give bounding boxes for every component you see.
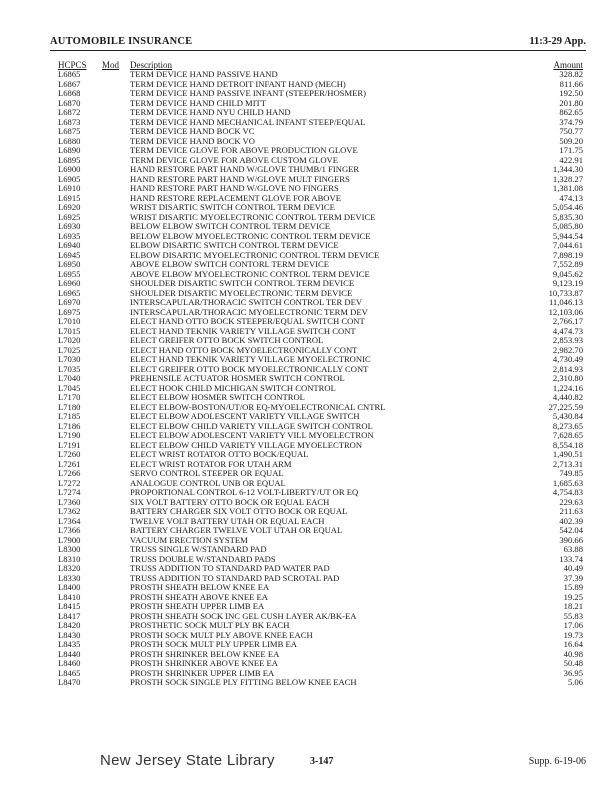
fee-amount: 1,490.51 xyxy=(552,449,583,459)
fee-amount: 374.79 xyxy=(559,116,583,127)
procedure-description: ELECT GREIFER OTTO BOCK SWITCH CONTROL xyxy=(130,335,324,345)
procedure-description: TERM DEVICE HAND CHILD MITT xyxy=(130,97,267,108)
fee-amount: 2,310.80 xyxy=(552,373,583,383)
fee-amount: 749.85 xyxy=(559,468,583,478)
hcpcs-code: L6868 xyxy=(58,88,81,98)
hcpcs-code: L7185 xyxy=(58,411,81,421)
hcpcs-code: L8415 xyxy=(58,601,81,611)
procedure-description: HAND RESTORE REPLACEMENT GLOVE FOR ABOVE xyxy=(130,192,341,203)
procedure-description: ELECT ELBOW HOSMER SWITCH CONTROL xyxy=(130,392,305,402)
procedure-description: SERVO CONTROL STEEPER OR EQUAL xyxy=(130,468,284,478)
fee-amount: 390.66 xyxy=(559,534,583,545)
fee-amount: 7,552.89 xyxy=(552,259,583,269)
procedure-description: TWELVE VOLT BATTERY UTAH OR EQUAL EACH xyxy=(130,515,325,526)
procedure-description: ELECT HAND TEKNIK VARIETY VILLAGE SWITCH CONT xyxy=(130,325,356,336)
table-row xyxy=(55,678,583,688)
column-header-description: Description xyxy=(130,60,172,70)
hcpcs-code: L7040 xyxy=(58,373,81,383)
procedure-description: VACUUM ERECTION SYSTEM xyxy=(130,534,248,545)
procedure-description: PROSTH SOCK MULT PLY UPPER LIMB EA xyxy=(130,639,297,649)
hcpcs-code: L7272 xyxy=(58,477,81,488)
fee-amount: 862.65 xyxy=(559,107,583,117)
procedure-description: ELECT ELBOW ADOLESCENT VARIETY VILLAGE SWITCH xyxy=(130,411,360,421)
hcpcs-code: L6870 xyxy=(58,97,81,108)
procedure-description: ELECT ELBOW CHILD VARIETY VILLAGE SWITCH CONTROL xyxy=(130,420,373,431)
hcpcs-code: L7266 xyxy=(58,468,81,478)
procedure-description: ELECT WRIST ROTATOR FOR UTAH ARM xyxy=(130,458,292,469)
procedure-description: ELECT HOOK CHILD MICHIGAN SWITCH CONTROL xyxy=(130,382,336,393)
hcpcs-code: L8460 xyxy=(58,658,81,668)
procedure-description: TERM DEVICE HAND BOCK VO xyxy=(130,135,255,146)
procedure-description: ELECT HAND TEKNIK VARIETY VILLAGE MYOELECTRONIC xyxy=(130,354,371,364)
hcpcs-code: L7191 xyxy=(58,439,81,450)
procedure-description: ELECT ELBOW ADOLESCENT VARIETY VILL MYOELECTRON xyxy=(130,430,374,440)
fee-amount: 2,853.93 xyxy=(552,335,583,345)
procedure-description: ELECT GREIFER OTTO BOCK MYOELECTRONICALLY CONT xyxy=(130,363,369,374)
fee-amount: 192.50 xyxy=(559,88,583,98)
fee-amount: 811.66 xyxy=(559,78,583,89)
procedure-description: WRIST DISARTIC MYOELECTRONIC CONTROL TERM DEVICE xyxy=(130,211,376,222)
hcpcs-code: L6910 xyxy=(58,183,81,193)
fee-amount: 1,381.08 xyxy=(552,183,583,193)
procedure-description: ELECT HAND OTTO BOCK MYOELECTRONICALLY CONT xyxy=(130,344,358,355)
hcpcs-code: L7015 xyxy=(58,325,81,336)
fee-amount: 1,224.16 xyxy=(552,382,583,393)
procedure-description: INTERSCAPULAR/THORACIC MYOELECTRONIC TERM DEV xyxy=(130,306,368,317)
fee-amount: 542.04 xyxy=(559,525,583,535)
page-footer xyxy=(0,752,616,776)
column-header-hcpcs: HCPCS xyxy=(58,60,87,70)
fee-amount: 40.98 xyxy=(563,648,583,659)
fee-amount: 19.73 xyxy=(563,629,583,640)
hcpcs-code: L7045 xyxy=(58,382,81,393)
hcpcs-code: L7260 xyxy=(58,449,81,459)
procedure-description: PROSTH SOCK MULT PLY ABOVE KNEE EACH xyxy=(130,629,313,640)
hcpcs-code: L8417 xyxy=(58,610,81,621)
fee-amount: 474.13 xyxy=(559,192,583,203)
procedure-description: BATTERY CHARGER TWELVE VOLT UTAH OR EQUAL xyxy=(130,525,343,535)
procedure-description: ELECT HAND OTTO BOCK STEEPER/EQUAL SWITCH CONT xyxy=(130,316,365,326)
hcpcs-code: L6935 xyxy=(58,230,81,241)
procedure-description: WRIST DISARTIC SWITCH CONTROL TERM DEVICE xyxy=(130,202,335,212)
procedure-description: BELOW ELBOW MYOELECTRONIC CONTROL TERM DEVICE xyxy=(130,230,371,241)
hcpcs-code: L7360 xyxy=(58,496,81,507)
procedure-description: HAND RESTORE PART HAND W/GLOVE NO FINGERS xyxy=(130,183,339,193)
procedure-description: TRUSS SINGLE W/STANDARD PAD xyxy=(130,544,267,554)
procedure-description: TRUSS DOUBLE W/STANDARD PADS xyxy=(130,553,276,564)
hcpcs-code: L6873 xyxy=(58,116,81,127)
fee-amount: 4,730.49 xyxy=(552,354,583,364)
hcpcs-code: L8430 xyxy=(58,629,81,640)
hcpcs-code: L7010 xyxy=(58,316,81,326)
fee-amount: 8,554.18 xyxy=(552,439,583,450)
hcpcs-code: L6905 xyxy=(58,173,81,184)
section-reference: 11:3-29 App. xyxy=(529,36,586,47)
hcpcs-code: L7020 xyxy=(58,335,81,345)
fee-amount: 17.06 xyxy=(563,620,583,630)
fee-amount: 5.06 xyxy=(567,677,583,687)
hcpcs-code: L6930 xyxy=(58,221,81,231)
hcpcs-code: L7364 xyxy=(58,515,81,526)
fee-amount: 171.75 xyxy=(559,145,583,155)
procedure-description: ELECT ELBOW CHILD VARIETY VILLAGE MYOELECTRON xyxy=(130,439,363,450)
fee-amount: 4,474.73 xyxy=(552,325,583,336)
fee-amount: 16.64 xyxy=(563,639,583,649)
procedure-description: SHOULDER DISARTIC MYOELECTRONIC TERM DEVICE xyxy=(130,287,353,298)
hcpcs-code: L6940 xyxy=(58,240,81,250)
page-number: 3-147 xyxy=(310,756,334,767)
fee-schedule-table xyxy=(55,70,583,688)
fee-amount: 1,328.27 xyxy=(552,173,583,184)
fee-amount: 63.88 xyxy=(563,544,583,554)
fee-amount: 8,273.65 xyxy=(552,420,583,431)
fee-amount: 4,754.83 xyxy=(552,487,583,497)
fee-amount: 18.21 xyxy=(563,601,583,611)
fee-amount: 27,225.59 xyxy=(548,401,583,412)
fee-amount: 12,103.06 xyxy=(548,306,583,317)
fee-amount: 7,628.65 xyxy=(552,430,583,440)
procedure-description: PROPORTIONAL CONTROL 6-12 VOLT-LIBERTY/UT OR EQ xyxy=(130,487,359,497)
procedure-description: SHOULDER DISARTIC SWITCH CONTROL TERM DEVICE xyxy=(130,278,355,288)
library-watermark: New Jersey State Library xyxy=(100,752,275,769)
hcpcs-code: L7190 xyxy=(58,430,81,440)
hcpcs-code: L7030 xyxy=(58,354,81,364)
procedure-description: ELECT ELBOW-BOSTON/UT/OR EQ-MYOELECTRONICAL CNTRL xyxy=(130,401,386,412)
procedure-description: TRUSS ADDITION TO STANDARD PAD SCROTAL PAD xyxy=(130,572,340,583)
hcpcs-code: L6950 xyxy=(58,259,81,269)
fee-amount: 10,733.87 xyxy=(548,287,583,298)
procedure-description: BATTERY CHARGER SIX VOLT OTTO BOCK OR EQUAL xyxy=(130,506,348,516)
hcpcs-code: L7180 xyxy=(58,401,81,412)
hcpcs-code: L7186 xyxy=(58,420,81,431)
fee-amount: 36.95 xyxy=(563,667,583,678)
fee-amount: 2,982.70 xyxy=(552,344,583,355)
hcpcs-code: L7900 xyxy=(58,534,81,545)
fee-amount: 40.49 xyxy=(563,563,583,573)
procedure-description: TERM DEVICE HAND PASSIVE HAND xyxy=(130,69,278,79)
fee-amount: 55.83 xyxy=(563,610,583,621)
hcpcs-code: L6915 xyxy=(58,192,81,203)
fee-amount: 422.91 xyxy=(559,154,583,165)
fee-amount: 5,085.80 xyxy=(552,221,583,231)
hcpcs-code: L6865 xyxy=(58,69,81,79)
fee-amount: 4,440.82 xyxy=(552,392,583,402)
column-header-mod: Mod xyxy=(102,60,120,70)
fee-amount: 7,044.61 xyxy=(552,240,583,250)
procedure-description: PROSTHETIC SOCK MULT PLY BK EACH xyxy=(130,620,290,630)
hcpcs-code: L8300 xyxy=(58,544,81,554)
fee-amount: 1,685.63 xyxy=(552,477,583,488)
procedure-description: HAND RESTORE PART HAND W/GLOVE MULT FINGERS xyxy=(130,173,350,184)
hcpcs-code: L8400 xyxy=(58,582,81,592)
hcpcs-code: L6945 xyxy=(58,249,81,260)
fee-amount: 133.74 xyxy=(559,553,583,564)
procedure-description: SIX VOLT BATTERY OTTO BOCK OR EQUAL EACH xyxy=(130,496,330,507)
fee-amount: 509.20 xyxy=(559,135,583,146)
procedure-description: ANALOGUE CONTROL UNB OR EQUAL xyxy=(130,477,286,488)
procedure-description: PREHENSILE ACTUATOR HOSMER SWITCH CONTROL xyxy=(130,373,345,383)
procedure-description: ABOVE ELBOW SWITCH CONTORL TERM DEVICE xyxy=(130,259,330,269)
procedure-description: TERM DEVICE HAND BOCK VC xyxy=(130,126,255,136)
hcpcs-code: L8320 xyxy=(58,563,81,573)
hcpcs-code: L6925 xyxy=(58,211,81,222)
hcpcs-code: L6900 xyxy=(58,164,81,174)
procedure-description: TERM DEVICE GLOVE FOR ABOVE PRODUCTION GLOVE xyxy=(130,145,358,155)
hcpcs-code: L7170 xyxy=(58,392,81,402)
procedure-description: TRUSS ADDITION TO STANDARD PAD WATER PAD xyxy=(130,563,330,573)
hcpcs-code: L6880 xyxy=(58,135,81,146)
procedure-description: PROSTH SHEATH ABOVE KNEE EA xyxy=(130,591,268,602)
running-title: AUTOMOBILE INSURANCE xyxy=(50,36,193,47)
procedure-description: TERM DEVICE HAND PASSIVE INFANT (STEEPER/HOSMER) xyxy=(130,88,366,98)
hcpcs-code: L6890 xyxy=(58,145,81,155)
procedure-description: PROSTH SHEATH BELOW KNEE EA xyxy=(130,582,270,592)
fee-amount: 2,713.31 xyxy=(552,458,583,469)
hcpcs-code: L6955 xyxy=(58,268,81,279)
procedure-description: PROSTH SOCK SINGLE PLY FITTING BELOW KNEE EACH xyxy=(130,677,357,687)
page-header xyxy=(50,36,586,50)
procedure-description: TERM DEVICE GLOVE FOR ABOVE CUSTOM GLOVE xyxy=(130,154,339,165)
fee-amount: 5,054.46 xyxy=(552,202,583,212)
hcpcs-code: L6965 xyxy=(58,287,81,298)
fee-amount: 211.63 xyxy=(559,506,583,516)
procedure-description: ELECT WRIST ROTATOR OTTO BOCK/EQUAL xyxy=(130,449,309,459)
hcpcs-code: L6867 xyxy=(58,78,81,89)
hcpcs-code: L7261 xyxy=(58,458,81,469)
fee-amount: 201.80 xyxy=(559,97,583,108)
fee-amount: 9,045.62 xyxy=(552,268,583,279)
hcpcs-code: L6875 xyxy=(58,126,81,136)
fee-amount: 328.82 xyxy=(559,69,583,79)
fee-amount: 2,814.93 xyxy=(552,363,583,374)
hcpcs-code: L6975 xyxy=(58,306,81,317)
hcpcs-code: L8440 xyxy=(58,648,81,659)
fee-amount: 50.48 xyxy=(563,658,583,668)
header-rule xyxy=(50,50,586,51)
fee-amount: 19.25 xyxy=(563,591,583,602)
procedure-description: PROSTH SHEATH SOCK INC GEL CUSH LAYER AK/BK-EA xyxy=(130,610,357,621)
fee-amount: 402.39 xyxy=(559,515,583,526)
procedure-description: ELBOW DISARTIC SWITCH CONTROL TERM DEVICE xyxy=(130,240,339,250)
procedure-description: PROSTH SHRINKER UPPER LIMB EA xyxy=(130,667,275,678)
fee-amount: 7,898.19 xyxy=(552,249,583,260)
fee-amount: 11,046.13 xyxy=(548,297,583,307)
hcpcs-code: L6895 xyxy=(58,154,81,165)
hcpcs-code: L8435 xyxy=(58,639,81,649)
fee-amount: 37.39 xyxy=(563,572,583,583)
hcpcs-code: L8310 xyxy=(58,553,81,564)
hcpcs-code: L8470 xyxy=(58,677,81,687)
fee-amount: 750.77 xyxy=(559,126,583,136)
fee-amount: 2,766.17 xyxy=(552,316,583,326)
fee-amount: 1,344.30 xyxy=(552,164,583,174)
procedure-description: BELOW ELBOW SWITCH CONTROL TERM DEVICE xyxy=(130,221,330,231)
hcpcs-code: L6920 xyxy=(58,202,81,212)
procedure-description: TERM DEVICE HAND DETROIT INFANT HAND (MECH) xyxy=(130,78,346,89)
procedure-description: TERM DEVICE HAND MECHANICAL INFANT STEEP/EQUAL xyxy=(130,116,366,127)
supplement-date: Supp. 6-19-06 xyxy=(528,756,586,767)
procedure-description: PROSTH SHRINKER BELOW KNEE EA xyxy=(130,648,280,659)
procedure-description: HAND RESTORE PART HAND W/GLOVE THUMB/1 FINGER xyxy=(130,164,360,174)
fee-amount: 5,835.30 xyxy=(552,211,583,222)
procedure-description: ABOVE ELBOW MYOELECTRONIC CONTROL TERM DEVICE xyxy=(130,268,370,279)
fee-amount: 15.89 xyxy=(563,582,583,592)
hcpcs-code: L7035 xyxy=(58,363,81,374)
hcpcs-code: L8465 xyxy=(58,667,81,678)
procedure-description: PROSTH SHEATH UPPER LIMB EA xyxy=(130,601,265,611)
fee-amount: 5,944.54 xyxy=(552,230,583,241)
procedure-description: INTERSCAPULAR/THORACIC SWITCH CONTROL TER DEV xyxy=(130,297,363,307)
fee-amount: 9,123.19 xyxy=(552,278,583,288)
hcpcs-code: L7025 xyxy=(58,344,81,355)
fee-amount: 229.63 xyxy=(559,496,583,507)
hcpcs-code: L8410 xyxy=(58,591,81,602)
hcpcs-code: L6970 xyxy=(58,297,81,307)
hcpcs-code: L8420 xyxy=(58,620,81,630)
hcpcs-code: L7362 xyxy=(58,506,81,516)
column-header-amount: Amount xyxy=(553,60,583,70)
fee-amount: 5,430.84 xyxy=(552,411,583,421)
hcpcs-code: L8330 xyxy=(58,572,81,583)
hcpcs-code: L6872 xyxy=(58,107,81,117)
hcpcs-code: L7274 xyxy=(58,487,81,497)
procedure-description: ELBOW DISARTIC MYOELECTRONIC CONTROL TERM DEVICE xyxy=(130,249,380,260)
procedure-description: TERM DEVICE HAND NYU CHILD HAND xyxy=(130,107,291,117)
hcpcs-code: L6960 xyxy=(58,278,81,288)
procedure-description: PROSTH SHRINKER ABOVE KNEE EA xyxy=(130,658,279,668)
hcpcs-code: L7366 xyxy=(58,525,81,535)
